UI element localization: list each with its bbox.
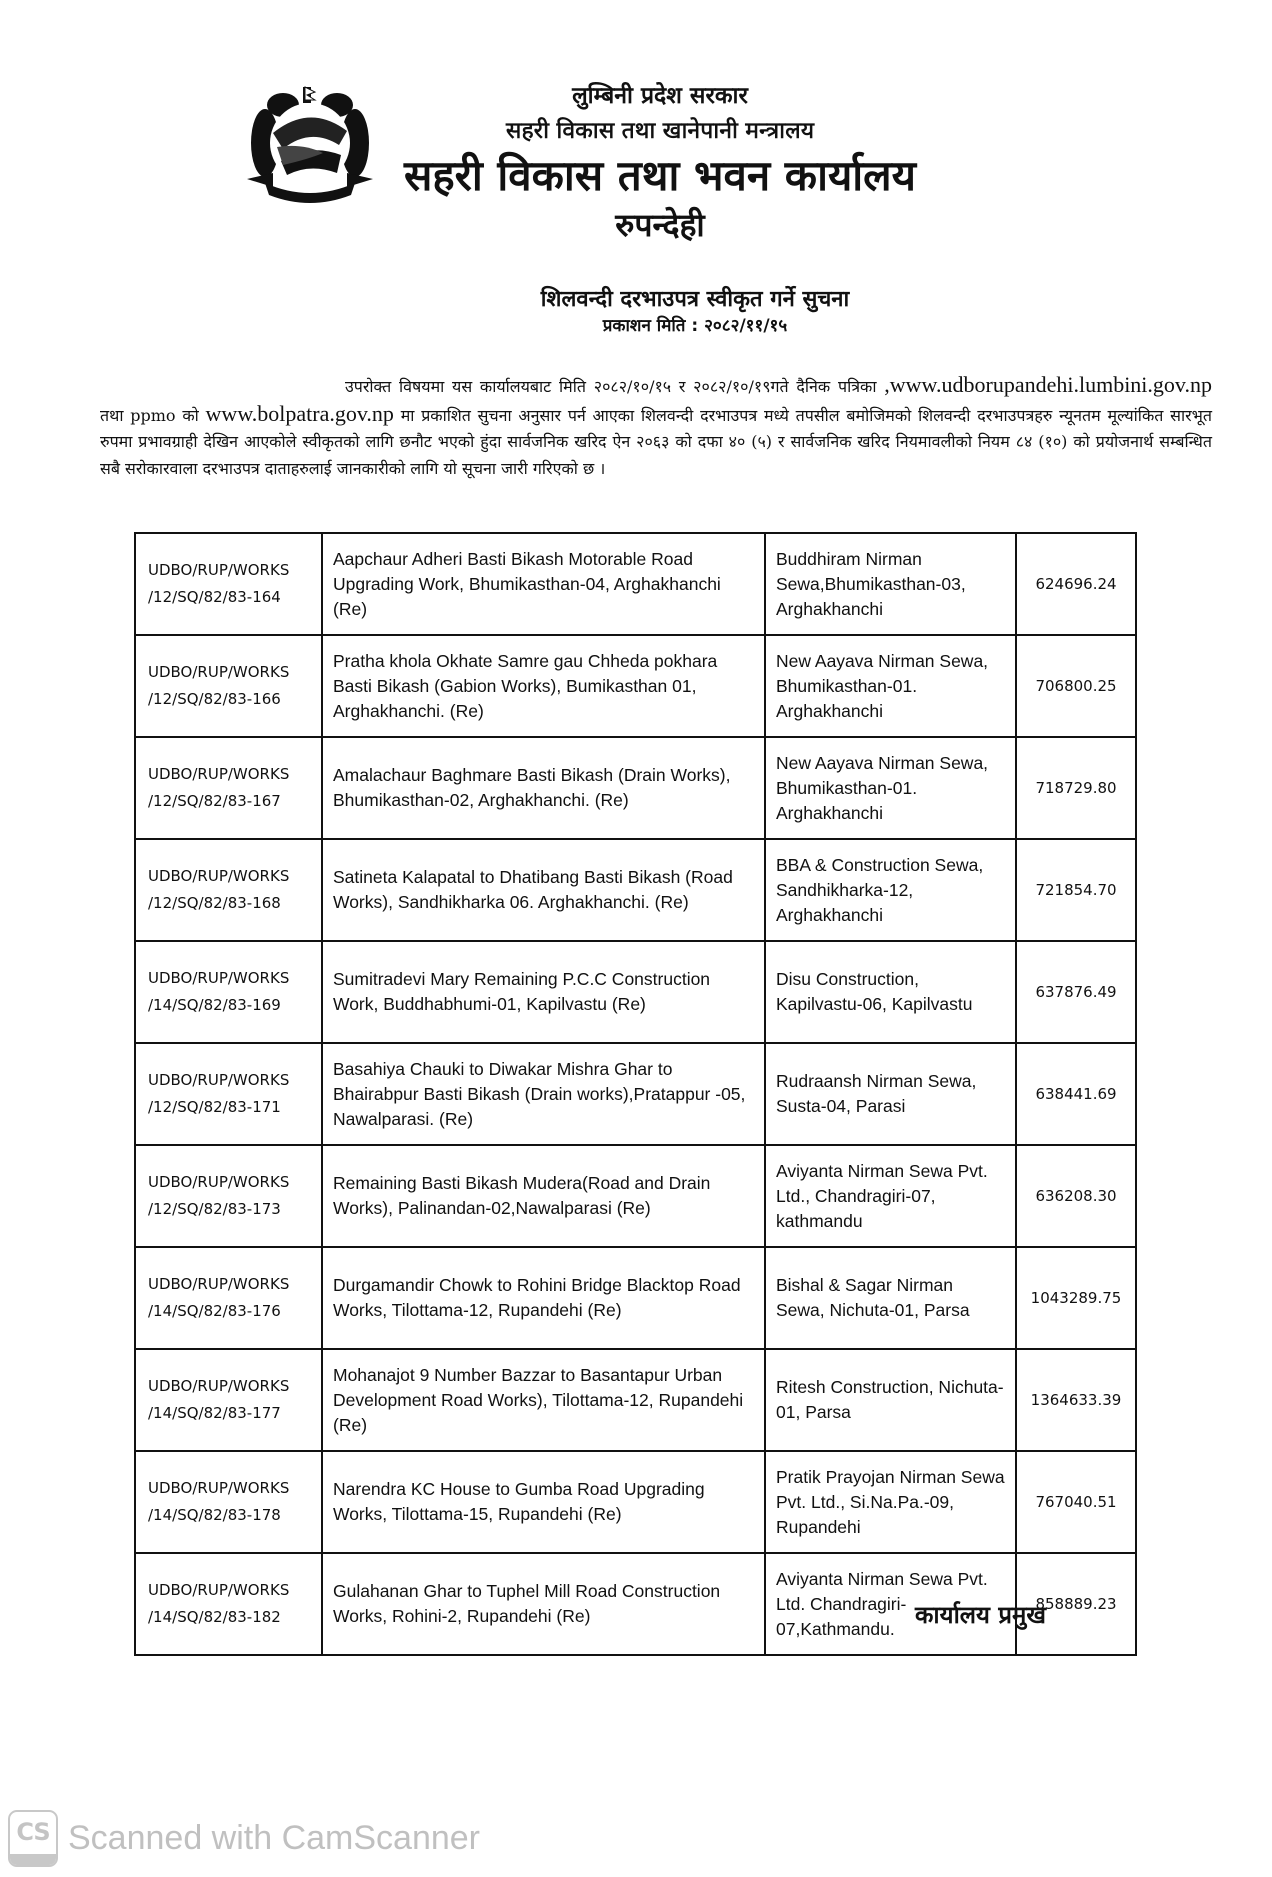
camscanner-text: Scanned with CamScanner [68,1819,481,1857]
camscanner-watermark [8,1810,480,1867]
bid-reference-cell [135,1145,322,1247]
bid-reference-line2: /12/SQ/82/83-173 [148,1200,281,1218]
bid-amount-cell: 637876.49 [1016,941,1136,1043]
bid-reference-line2: /12/SQ/82/83-166 [148,690,281,708]
bid-reference-cell [135,1247,322,1349]
office-chief-signature: कार्यालय प्रमुख [915,1601,1046,1629]
camscanner-logo-icon: CS [8,1810,58,1867]
work-name-cell: Satineta Kalapatal to Dhatibang Basti Bikash (Road Works), Sandhikharka 06. Arghakhanchi. (Re) [322,839,765,941]
bid-reference-cell [135,635,322,737]
table-row [135,1349,1136,1451]
bid-reference-line1: UDBO/RUP/WORKS [148,867,290,885]
work-name-cell: Amalachaur Baghmare Basti Bikash (Drain Works), Bhumikasthan-02, Arghakhanchi. (Re) [322,737,765,839]
bid-reference-line2: /14/SQ/82/83-178 [148,1506,281,1524]
work-name-cell: Aapchaur Adheri Basti Bikash Motorable Road Upgrading Work, Bhumikasthan-04, Arghakhanchi (Re) [322,533,765,635]
bid-reference-cell [135,1043,322,1145]
ministry-heading: सहरी विकास तथा खानेपानी मन्त्रालय [505,118,815,144]
bidder-cell: BBA & Construction Sewa, Sandhikharka-12, Arghakhanchi [765,839,1016,941]
publication-date: प्रकाशन मिति : २०८२/११/१५ [602,316,788,336]
table-row [135,1247,1136,1349]
bid-reference-cell [135,1349,322,1451]
notice-body-part1: उपरोक्त विषयमा यस कार्यालयबाट मिति २०८२/१०/१५ र २०८२/१०/१९गते दैनिक पत्रिका [345,377,877,396]
table-row [135,533,1136,635]
office-website-link[interactable]: ,www.udborupandehi.lumbini.gov.np [884,372,1212,397]
bid-reference-line2: /12/SQ/82/83-167 [148,792,281,810]
bid-reference-cell [135,1553,322,1655]
bid-reference-line1: UDBO/RUP/WORKS [148,1173,290,1191]
bid-reference-line1: UDBO/RUP/WORKS [148,1275,290,1293]
bidder-cell: New Aayava Nirman Sewa, Bhumikasthan-01. Arghakhanchi [765,635,1016,737]
bidder-cell: Ritesh Construction, Nichuta-01, Parsa [765,1349,1016,1451]
notice-body [100,372,1212,482]
bid-reference-line1: UDBO/RUP/WORKS [148,561,290,579]
table-row [135,1451,1136,1553]
bolpatra-website-link[interactable]: www.bolpatra.gov.np [205,400,394,426]
bid-amount-cell: 638441.69 [1016,1043,1136,1145]
bidder-cell: Aviyanta Nirman Sewa Pvt. Ltd., Chandragiri-07, kathmandu [765,1145,1016,1247]
bid-reference-line2: /12/SQ/82/83-171 [148,1098,281,1116]
bidder-cell: Disu Construction, Kapilvastu-06, Kapilvastu [765,941,1016,1043]
table-row [135,737,1136,839]
work-name-cell: Narendra KC House to Gumba Road Upgrading Works, Tilottama-15, Rupandehi (Re) [322,1451,765,1553]
bidder-cell: Rudraansh Nirman Sewa, Susta-04, Parasi [765,1043,1016,1145]
bid-amount-cell: 1043289.75 [1016,1247,1136,1349]
work-name-cell: Basahiya Chauki to Diwakar Mishra Ghar to Bhairabpur Basti Bikash (Drain works),Pratappur -05, Nawalparasi. (Re) [322,1043,765,1145]
bid-reference-cell [135,941,322,1043]
notice-body-part3: मा प्रकाशित सुचना अनुसार पर्न आएका शिलवन्दी दरभाउपत्र मध्ये तपसील बमोजिमको शिलवन्दी दरभाउपत्रहरु न्यूनतम मूल्यांकित सारभूत रुपमा प्रभावग्राही देखिन आएकोले स्वीकृतको लागि छनौट भएको हुंदा सार्वजनिक खरिद ऐन २०६३ को दफा ४० (५) र सार्वजनिक खरिद नियमावलीको नियम ८४ (१०) को प्रयोजनार्थ सम्बन्धित सबै सरोकारवाला दरभाउपत्र दाताहरुलाई जानकारीको लागि यो सूचना जारी गरिएको छ । [100,405,1213,478]
work-name-cell: Pratha khola Okhate Samre gau Chheda pokhara Basti Bikash (Gabion Works), Bumikasthan 01, Arghakhanchi. (Re) [322,635,765,737]
bid-reference-line1: UDBO/RUP/WORKS [148,1377,290,1395]
bid-reference-line1: UDBO/RUP/WORKS [148,1581,290,1599]
office-heading: सहरी विकास तथा भवन कार्यालय [403,151,917,200]
bidder-cell: Bishal & Sagar Nirman Sewa, Nichuta-01, Parsa [765,1247,1016,1349]
bid-reference-line1: UDBO/RUP/WORKS [148,765,290,783]
bid-reference-line1: UDBO/RUP/WORKS [148,969,290,987]
bid-amount-cell: 767040.51 [1016,1451,1136,1553]
bid-amount-cell: 624696.24 [1016,533,1136,635]
bid-reference-line2: /14/SQ/82/83-176 [148,1302,281,1320]
province-government-heading: लुम्बिनी प्रदेश सरकार [572,83,748,109]
work-name-cell: Remaining Basti Bikash Mudera(Road and Drain Works), Palinandan-02,Nawalparasi (Re) [322,1145,765,1247]
bid-amount-cell: 858889.23 [1016,1553,1136,1655]
bid-reference-line1: UDBO/RUP/WORKS [148,1479,290,1497]
bid-reference-cell [135,737,322,839]
bidder-cell: New Aayava Nirman Sewa, Bhumikasthan-01. Arghakhanchi [765,737,1016,839]
bidder-cell: Pratik Prayojan Nirman Sewa Pvt. Ltd., Si.Na.Pa.-09, Rupandehi [765,1451,1016,1553]
table-row [135,941,1136,1043]
nepal-emblem-icon [243,83,377,203]
table-row [135,1145,1136,1247]
work-name-cell: Mohanajot 9 Number Bazzar to Basantapur Urban Development Road Works), Tilottama-12, Rupandehi (Re) [322,1349,765,1451]
bid-reference-line1: UDBO/RUP/WORKS [148,1071,290,1089]
bid-amount-cell: 706800.25 [1016,635,1136,737]
bid-amount-cell: 636208.30 [1016,1145,1136,1247]
approved-bids-table [134,532,1137,1656]
bid-reference-line1: UDBO/RUP/WORKS [148,663,290,681]
table-row [135,635,1136,737]
notice-body-part2: तथा ppmo को [100,405,206,425]
work-name-cell: Gulahanan Ghar to Tuphel Mill Road Construction Works, Rohini-2, Rupandehi (Re) [322,1553,765,1655]
bid-reference-cell [135,1451,322,1553]
bid-amount-cell: 1364633.39 [1016,1349,1136,1451]
bid-reference-cell [135,839,322,941]
bid-reference-cell [135,533,322,635]
bid-reference-line2: /14/SQ/82/83-182 [148,1608,281,1626]
bid-reference-line2: /12/SQ/82/83-164 [148,588,281,606]
table-row [135,839,1136,941]
bid-reference-line2: /14/SQ/82/83-177 [148,1404,281,1422]
bidder-cell: Aviyanta Nirman Sewa Pvt. Ltd. Chandragiri-07,Kathmandu. [765,1553,1016,1655]
bid-amount-cell: 718729.80 [1016,737,1136,839]
district-heading: रुपन्देही [615,206,705,244]
notice-title: शिलवन्दी दरभाउपत्र स्वीकृत गर्ने सुचना [540,287,850,312]
bid-amount-cell: 721854.70 [1016,839,1136,941]
bid-reference-line2: /14/SQ/82/83-169 [148,996,281,1014]
bid-reference-line2: /12/SQ/82/83-168 [148,894,281,912]
table-row [135,1043,1136,1145]
bidder-cell: Buddhiram Nirman Sewa,Bhumikasthan-03, Arghakhanchi [765,533,1016,635]
work-name-cell: Sumitradevi Mary Remaining P.C.C Construction Work, Buddhabhumi-01, Kapilvastu (Re) [322,941,765,1043]
work-name-cell: Durgamandir Chowk to Rohini Bridge Blacktop Road Works, Tilottama-12, Rupandehi (Re) [322,1247,765,1349]
